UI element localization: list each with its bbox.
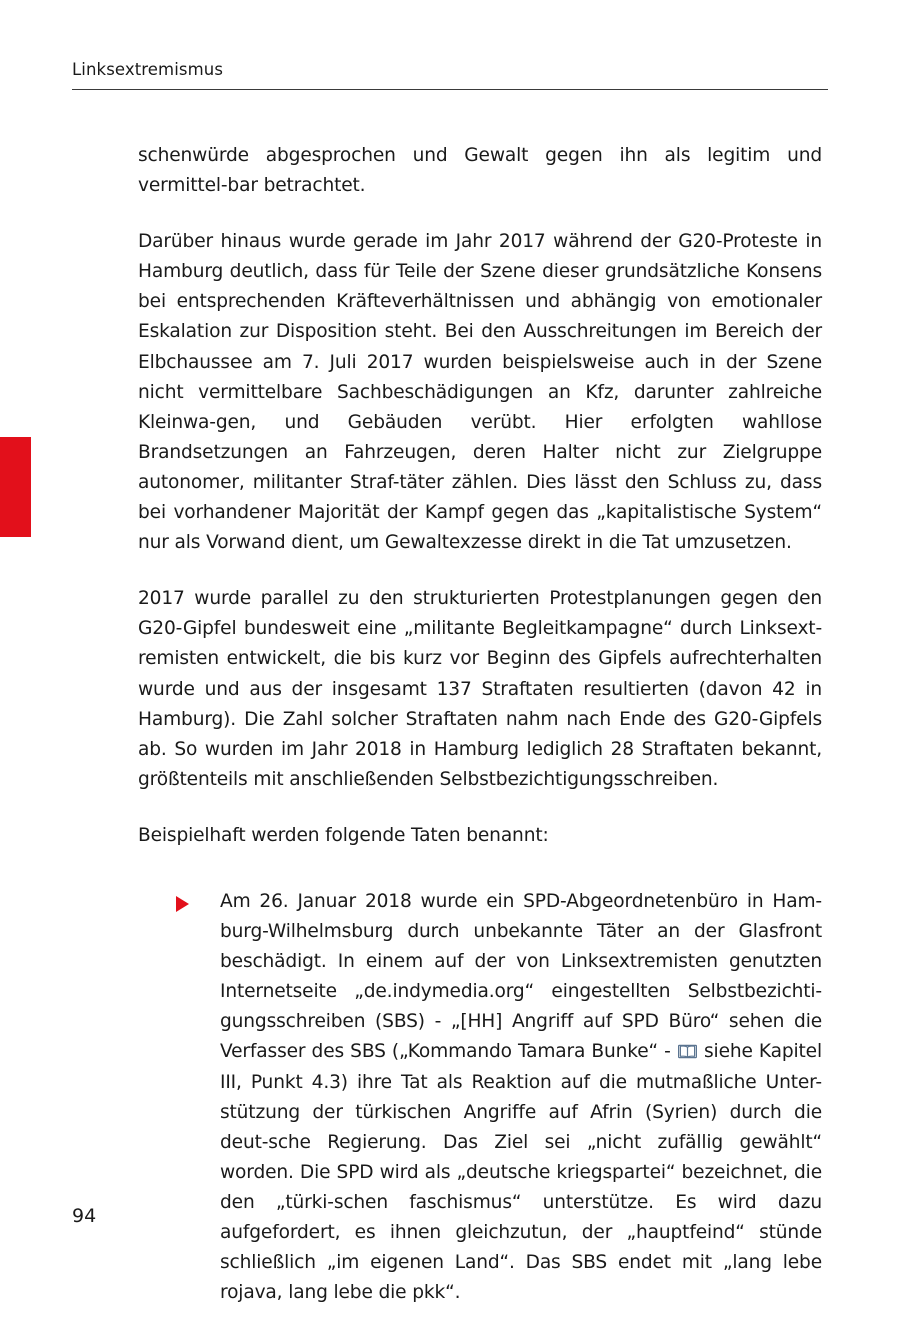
example-list	[138, 887, 822, 1308]
running-head-rule	[72, 89, 828, 90]
list-item	[138, 887, 822, 1308]
paragraph-g20-proteste: Darüber hinaus wurde gerade im Jahr 2017 während der G20-Proteste in Hamburg deutlich, dass für Teile der Szene dieser grundsätzliche Konsens bei entsprechenden Kräfteverhältnissen und abhängig von emotionaler Eskalation zur Disposition steht. Bei den Ausschreitungen im Bereich der Elbchaussee am 7. Juli 2017 wurden beispielsweise auch in der Szene nicht vermittelbare Sachbeschädigungen an Kfz, darunter zahlreiche Kleinwa-gen, und Gebäuden verübt. Hier erfolgten wahllose Brandsetzungen an Fahrzeugen, deren Halter nicht zur Zielgruppe autonomer, militanter Straf-täter zählen. Dies lässt den Schluss zu, dass bei vorhandener Majorität der Kampf gegen das „kapitalistische System“ nur als Vorwand dient, um Gewaltexzesse direkt in die Tat umzusetzen.	[138, 231, 822, 554]
running-head	[72, 60, 828, 90]
paragraph-militante-begleitkampagne: 2017 wurde parallel zu den strukturierten Protestplanungen gegen den G20-Gipfel bundesweit eine „militante Begleitkampagne“ durch Linksext-remisten entwickelt, die bis kurz vor Beginn des Gipfels aufrechterhalten wurde und aus der insgesamt 137 Straftaten resultierten (davon 42 in Hamburg). Die Zahl solcher Straftaten nahm nach Ende des G20-Gipfels ab. So wurden im Jahr 2018 in Hamburg lediglich 28 Straftaten bekannt, größtenteils mit anschließenden Selbstbezichtigungsschreiben.	[138, 588, 822, 790]
running-head-text: Linksextremismus	[72, 60, 224, 79]
paragraph-continuation: schenwürde abgesprochen und Gewalt gegen ihn als legitim und vermittel-bar betrachtet.	[138, 145, 822, 197]
list-item-text-after-reference: siehe Kapitel III, Punkt 4.3) ihre Tat als Reaktion auf die mutmaßliche Unter-stützung der türkischen Angriffe auf Afrin (Syrien) durch die deut-sche Regierung. Das Ziel sei „nicht zufällig gewählt“ worden. Die SPD wird als „deutsche kriegspartei“ bezeichnet, die den „türki-schen faschismus“ unterstütze. Es wird dazu aufgefordert, es ihnen gleichzutun, der „hauptfeind“ stünde schließlich „im eigenen Land“. Das SBS endet mit „lang lebe rojava, lang lebe die pkk“.	[220, 1041, 822, 1304]
open-book-icon	[678, 1044, 697, 1059]
triangle-bullet-icon	[176, 896, 189, 912]
chapter-color-tab	[0, 437, 31, 537]
text-column	[138, 141, 822, 1328]
list-item-text-before-reference: Am 26. Januar 2018 wurde ein SPD-Abgeordnetenbüro in Ham-burg-Wilhelmsburg durch unbekannte Täter an der Glasfront beschädigt. In einem auf der von Linksextremisten genutzten Internetseite „de.indymedia.org“ eingestellten Selbstbezichti-gungsschreiben (SBS) - „[HH] Angriff auf SPD Büro“ sehen die Verfasser des SBS („Kommando Tamara Bunke“ -	[220, 890, 822, 1063]
page-number: 94	[72, 1205, 97, 1227]
paragraph-beispielhaft-intro: Beispielhaft werden folgende Taten benannt:	[138, 824, 549, 846]
